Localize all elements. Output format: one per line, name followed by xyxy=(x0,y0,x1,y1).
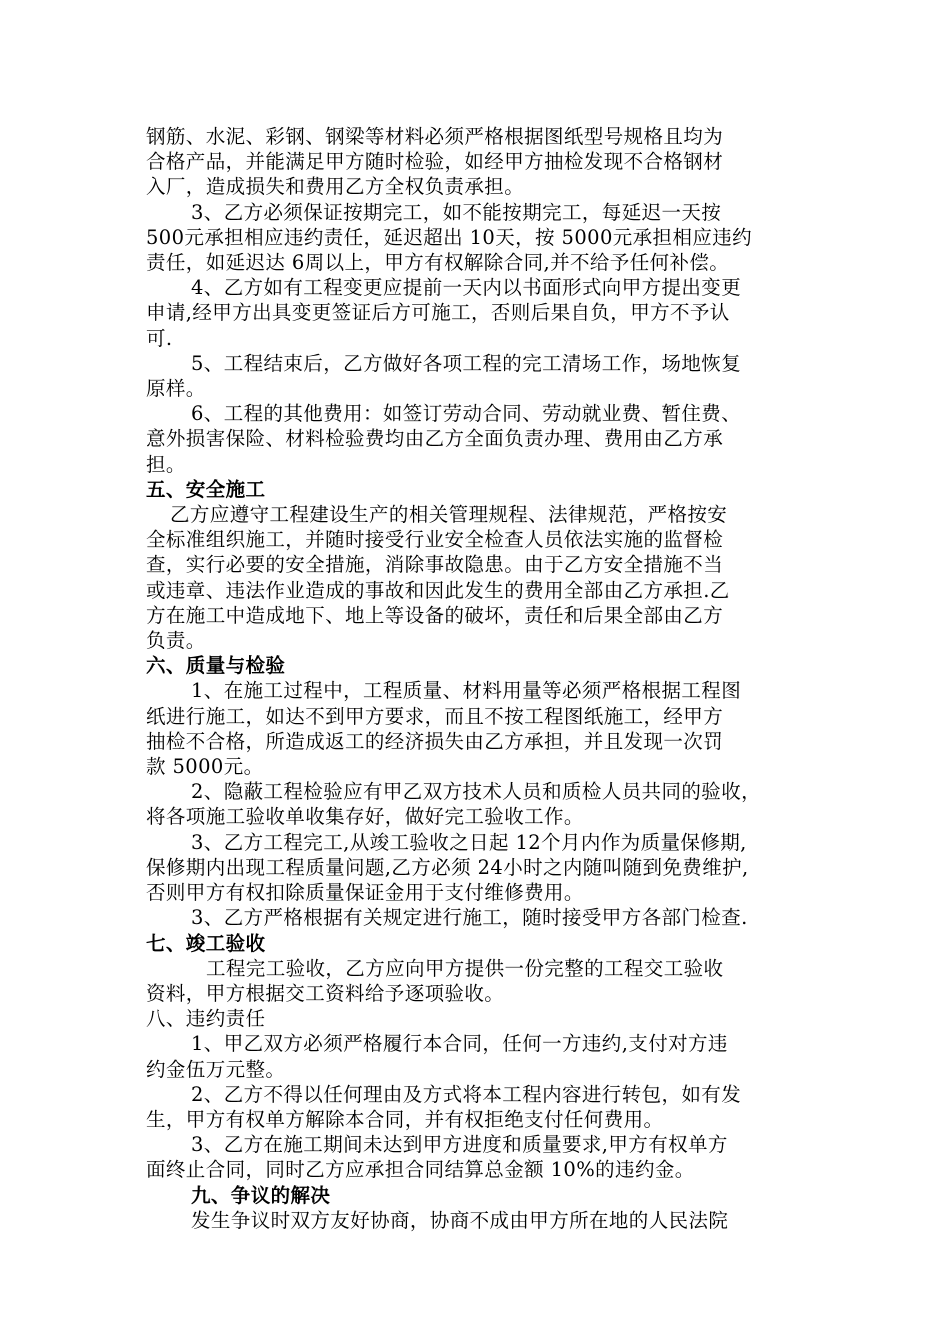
text-line: 责任，如延迟达 6周以上，甲方有权解除合同,并不给予任何补偿。 xyxy=(146,251,730,275)
text-line: 担。 xyxy=(146,452,186,476)
text-line: 合格产品，并能满足甲方随时检验，如经甲方抽检发现不合格钢材 xyxy=(146,150,724,174)
text-line: 工程完工验收，乙方应向甲方提供一份完整的工程交工验收 xyxy=(206,956,724,980)
text-line: 申请,经甲方出具变更签证后方可施工，否则后果自负，甲方不予认 xyxy=(146,301,730,325)
section-heading: 七、竣工验收 xyxy=(146,931,266,955)
text-line: 保修期内出现工程质量问题,乙方必须 24小时之内随叫随到免费维护, xyxy=(146,855,749,879)
section-heading: 八、违约责任 xyxy=(146,1007,266,1031)
text-line: 意外损害保险、材料检验费均由乙方全面负责办理、费用由乙方承 xyxy=(146,427,724,451)
text-line: 可. xyxy=(146,326,173,350)
text-line: 款 5000元。 xyxy=(146,755,264,779)
text-line: 将各项施工验收单收集存好，做好完工验收工作。 xyxy=(146,805,584,829)
text-line: 5、工程结束后，乙方做好各项工程的完工清场工作，场地恢复 xyxy=(191,351,742,375)
text-line: 面终止合同，同时乙方应承担合同结算总金额 10%的违约金。 xyxy=(146,1158,695,1182)
text-line: 1、在施工过程中，工程质量、材料用量等必须严格根据工程图 xyxy=(191,679,742,703)
text-line: 6、工程的其他费用：如签订劳动合同、劳动就业费、暂住费、 xyxy=(191,402,742,426)
section-heading: 九、争议的解决 xyxy=(191,1183,331,1207)
text-line: 2、乙方不得以任何理由及方式将本工程内容进行转包，如有发 xyxy=(191,1082,742,1106)
text-line: 原样。 xyxy=(146,377,206,401)
text-line: 全标准组织施工，并随时接受行业安全检查人员依法实施的监督检 xyxy=(146,528,724,552)
text-line: 或违章、违法作业造成的事故和因此发生的费用全部由乙方承担.乙 xyxy=(146,578,730,602)
text-line: 查，实行必要的安全措施，消除事故隐患。由于乙方安全措施不当 xyxy=(146,553,724,577)
text-line: 入厂，造成损失和费用乙方全权负责承担。 xyxy=(146,175,525,199)
text-line: 负责。 xyxy=(146,629,206,653)
text-line: 4、乙方如有工程变更应提前一天内以书面形式向甲方提出变更 xyxy=(191,276,742,300)
text-line: 抽检不合格，所造成返工的经济损失由乙方承担，并且发现一次罚 xyxy=(146,729,724,753)
text-line: 3、乙方工程完工,从竣工验收之日起 12个月内作为质量保修期, xyxy=(191,830,747,854)
text-line: 2、隐蔽工程检验应有甲乙双方技术人员和质检人员共同的验收， xyxy=(191,780,762,804)
text-line: 资料，甲方根据交工资料给予逐项验收。 xyxy=(146,981,505,1005)
text-line: 1、甲乙双方必须严格履行本合同，任何一方违约,支付对方违 xyxy=(191,1032,728,1056)
text-line: 纸进行施工，如达不到甲方要求，而且不按工程图纸施工，经甲方 xyxy=(146,704,724,728)
section-heading: 六、质量与检验 xyxy=(146,654,286,678)
text-line: 生，甲方有权单方解除本合同，并有权拒绝支付任何费用。 xyxy=(146,1107,664,1131)
section-heading: 五、安全施工 xyxy=(146,477,266,501)
text-line: 否则甲方有权扣除质量保证金用于支付维修费用。 xyxy=(146,881,584,905)
text-line: 乙方应遵守工程建设生产的相关管理规程、法律规范，严格按安 xyxy=(170,503,728,527)
text-line: 3、乙方在施工期间未达到甲方进度和质量要求,甲方有权单方 xyxy=(191,1133,728,1157)
text-line: 3、乙方必须保证按期完工，如不能按期完工，每延迟一天按 xyxy=(191,200,722,224)
text-line: 3、乙方严格根据有关规定进行施工，随时接受甲方各部门检查. xyxy=(191,906,748,930)
text-line: 方在施工中造成地下、地上等设备的破坏，责任和后果全部由乙方 xyxy=(146,603,724,627)
text-line: 约金伍万元整。 xyxy=(146,1057,286,1081)
text-line: 500元承担相应违约责任，延迟超出 10天，按 5000元承担相应违约 xyxy=(146,225,753,249)
text-line: 钢筋、水泥、彩钢、钢梁等材料必须严格根据图纸型号规格且均为 xyxy=(146,125,724,148)
contract-body xyxy=(146,124,806,1233)
text-line: 发生争议时双方友好协商，协商不成由甲方所在地的人民法院 xyxy=(191,1208,729,1232)
